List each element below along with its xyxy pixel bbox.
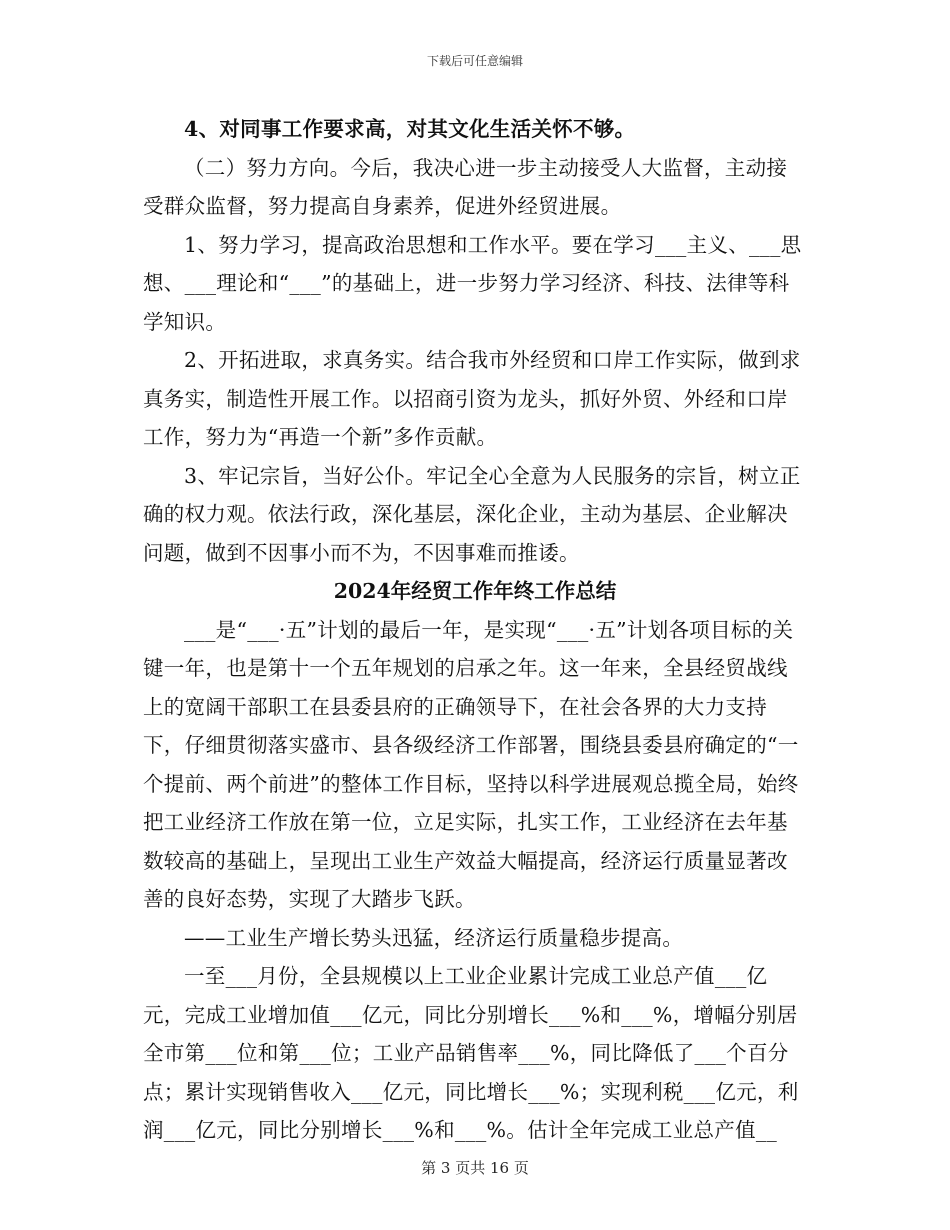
- document-body: [143, 110, 807, 1150]
- paragraph: 2、开拓进取，求真务实。结合我市外经贸和口岸工作实际，做到求真务实，制造性开展工作。以招商引资为龙头，抓好外贸、外经和口岸工作，努力为“再造一个新”多作贡献。: [143, 348, 801, 449]
- paragraph: （二）努力方向。今后，我决心进一步主动接受人大监督，主动接受群众监督，努力提高自身素养，促进外经贸进展。: [143, 155, 788, 218]
- section-title: 2024年经贸工作年终工作总结: [333, 579, 617, 603]
- page-footer: 第 3 页共 16 页: [421, 1159, 529, 1177]
- paragraph: 3、牢记宗旨，当好公仆。牢记全心全意为人民服务的宗旨，树立正确的权力观。依法行政，深化基层，深化企业，主动为基层、企业解决问题，做到不因事小而不为，不因事难而推诿。: [143, 463, 801, 565]
- page-header: 下载后可任意编辑: [426, 54, 523, 68]
- paragraph: ——工业生产增长势头迅猛，经济运行质量稳步提高。: [184, 925, 684, 950]
- paragraph: 4、对同事工作要求高，对其文化生活关怀不够。: [184, 117, 636, 141]
- paragraph: 一至___月份，全县规模以上工业企业累计完成工业总产值___亿元，完成工业增加值___亿元，同比分别增长___%和___%，增幅分别居全市第___位和第___位；工业产品销售率___%，同比降低了___个百分点；累计实现销售收入___亿元，同比增长___%；实现利税___亿元，利润___亿元，同比分别增长___%和___%。估计全年完成工业总产值__: [143, 964, 799, 1142]
- paragraph: ___是“___·五”计划的最后一年，是实现“___·五”计划各项目标的关键一年，也是第十一个五年规划的启承之年。这一年来，全县经贸战线上的宽阔干部职工在县委县府的正确领导下，在社会各界的大力支持下，仔细贯彻落实盛市、县各级经济工作部署，围绕县委县府确定的“一个提前、两个前进”的整体工作目标，坚持以科学进展观总揽全局，始终把工业经济工作放在第一位，立足实际，扎实工作，工业经济在去年基数较高的基础上，呈现出工业生产效益大幅提高，经济运行质量显著改善的良好态势，实现了大踏步飞跃。: [143, 617, 799, 911]
- paragraph: 1、努力学习，提高政治思想和工作水平。要在学习___主义、___思想、___理论和“___”的基础上，进一步努力学习经济、科技、法律等科学知识。: [143, 232, 802, 334]
